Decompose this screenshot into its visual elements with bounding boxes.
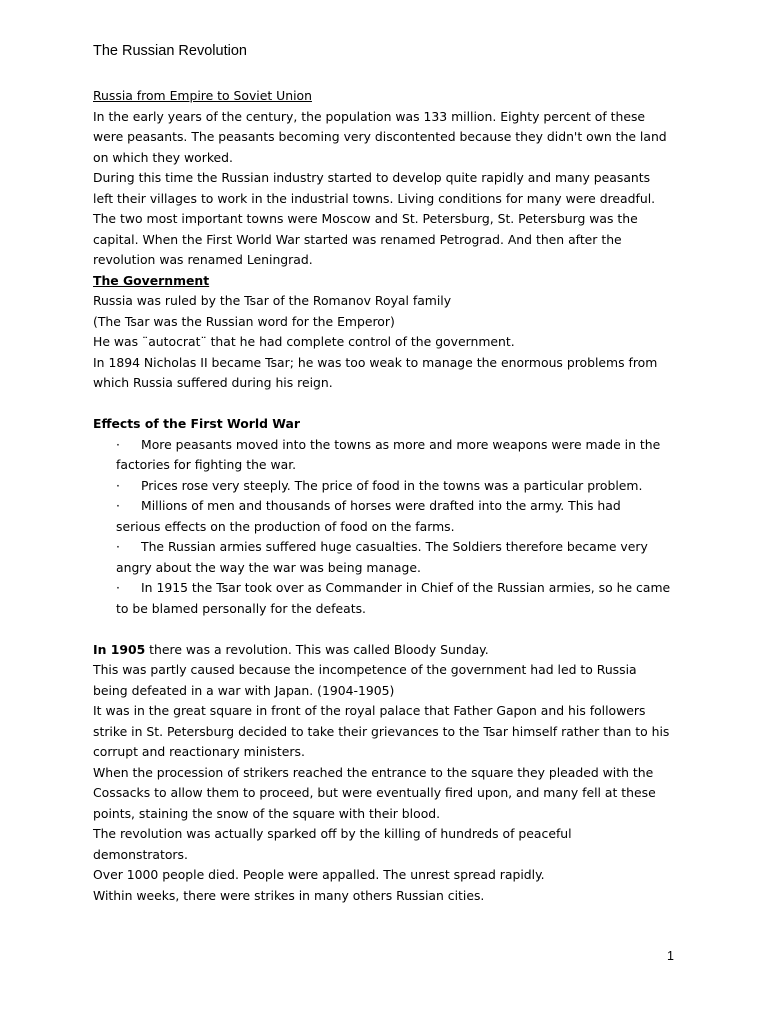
paragraph-line: In the early years of the century, the population was 133 million. Eighty percent of these	[93, 108, 646, 124]
document-body	[93, 86, 683, 906]
bullet-dot-icon: ·	[116, 477, 120, 493]
blank-line	[93, 619, 683, 640]
paragraph-line: (The Tsar was the Russian word for the Emperor)	[93, 313, 395, 329]
bullet-item	[93, 476, 683, 497]
bullet-dot-icon: ·	[116, 580, 120, 595]
paragraph-line: were peasants. The peasants becoming very discontented because they didn't own the land	[93, 129, 667, 144]
paragraph-line: In 1894 Nicholas II became Tsar; he was too weak to manage the enormous problems from	[93, 354, 658, 370]
bullet-text: The Russian armies suffered huge casualties. The Soldiers therefore became very	[141, 539, 648, 554]
bullet-item	[93, 435, 683, 456]
lead-text: there was a revolution. This was called Bloody Sunday.	[145, 641, 489, 657]
paragraph-line: on which they worked.	[93, 149, 233, 165]
document-title: The Russian Revolution	[93, 43, 247, 59]
bullet-text: In 1915 the Tsar took over as Commander in Chief of the Russian armies, so he came	[141, 580, 671, 595]
bullet-continuation: to be blamed personally for the defeats.	[116, 600, 366, 616]
bullet-dot-icon: ·	[116, 436, 120, 452]
bullet-item	[93, 578, 683, 599]
bullet-text: Prices rose very steeply. The price of food in the towns was a particular problem.	[141, 477, 643, 493]
bullet-text: Millions of men and thousands of horses were drafted into the army. This had	[141, 498, 621, 513]
paragraph-line: When the procession of strikers reached the entrance to the square they pleaded with the	[93, 764, 654, 780]
bullet-continuation: factories for fighting the war.	[116, 457, 297, 472]
paragraph-line: left their villages to work in the industrial towns. Living conditions for many were dreadful.	[93, 190, 656, 206]
section-heading-war-effects: Effects of the First World War	[93, 416, 300, 431]
paragraph-line: which Russia suffered during his reign.	[93, 375, 333, 390]
bullet-item	[93, 537, 683, 558]
bullet-continuation: angry about the way the war was being manage.	[116, 559, 421, 575]
paragraph-line: The two most important towns were Moscow and St. Petersburg, St. Petersburg was the	[93, 211, 638, 226]
paragraph-line: Russia was ruled by the Tsar of the Romanov Royal family	[93, 293, 452, 308]
paragraph-line: corrupt and reactionary ministers.	[93, 744, 305, 759]
paragraph-line: It was in the great square in front of the royal palace that Father Gapon and his followers	[93, 703, 646, 718]
section-heading-empire: Russia from Empire to Soviet Union	[93, 88, 312, 103]
paragraph-line: During this time the Russian industry started to develop quite rapidly and many peasants	[93, 170, 651, 185]
paragraph-line: Within weeks, there were strikes in many others Russian cities.	[93, 887, 485, 903]
bullet-continuation: serious effects on the production of food on the farms.	[116, 518, 455, 534]
bullet-text: More peasants moved into the towns as more and more weapons were made in the	[141, 436, 661, 452]
paragraph-line: This was partly caused because the incompetence of the government had led to Russia	[93, 662, 637, 677]
bullet-dot-icon: ·	[116, 498, 120, 513]
bullet-item	[93, 496, 683, 517]
page-number: 1	[667, 949, 674, 963]
paragraph-line: revolution was renamed Leningrad.	[93, 252, 313, 267]
bullet-dot-icon: ·	[116, 539, 120, 554]
blank-line	[93, 394, 683, 415]
paragraph-line: He was ¨autocrat¨ that he had complete control of the government.	[93, 334, 515, 349]
paragraph-line: The revolution was actually sparked off by the killing of hundreds of peaceful	[93, 826, 572, 841]
paragraph-line: strike in St. Petersburg decided to take their grievances to the Tsar himself rather than to his	[93, 723, 670, 739]
paragraph-line: Cossacks to allow them to proceed, but were eventually fired upon, and many fell at these	[93, 785, 656, 800]
paragraph-line: points, staining the snow of the square with their blood.	[93, 805, 441, 821]
paragraph-line-1905	[93, 640, 683, 661]
bold-year: In 1905	[93, 641, 146, 657]
paragraph-line: capital. When the First World War started was renamed Petrograd. And then after the	[93, 231, 622, 247]
paragraph-line: Over 1000 people died. People were appalled. The unrest spread rapidly.	[93, 867, 545, 882]
section-heading-government: The Government	[93, 272, 210, 288]
paragraph-line: demonstrators.	[93, 846, 188, 862]
paragraph-line: being defeated in a war with Japan. (1904-1905)	[93, 682, 395, 698]
